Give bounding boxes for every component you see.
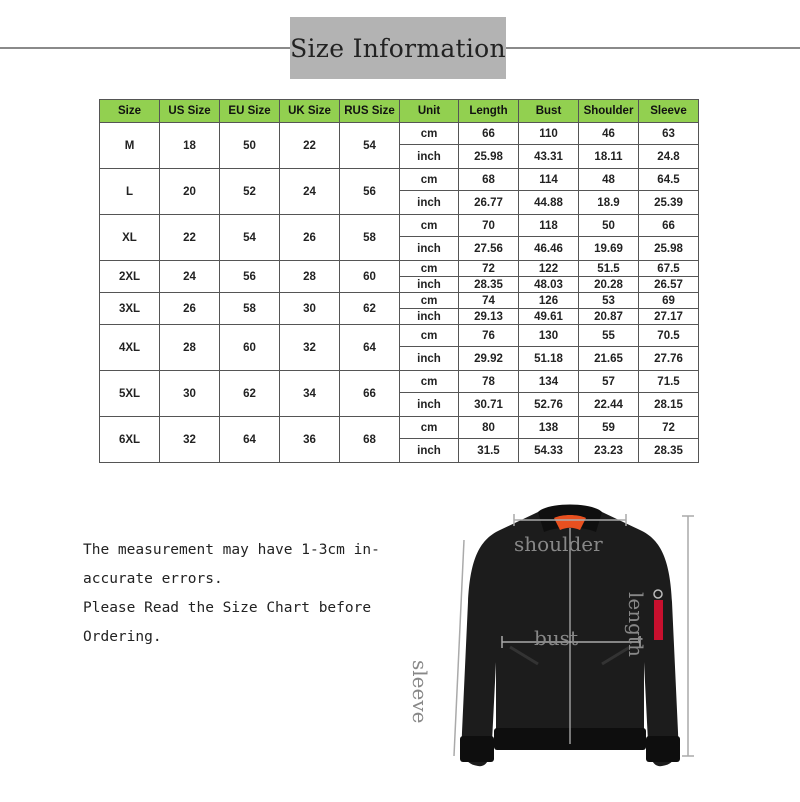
unit-cell: cm xyxy=(400,371,459,393)
eu-size-cell: 54 xyxy=(220,215,280,261)
unit-cell: inch xyxy=(400,237,459,261)
length-cell: 70 xyxy=(459,215,519,237)
sleeve-cell: 67.5 xyxy=(639,261,699,277)
eu-size-cell: 62 xyxy=(220,371,280,417)
shoulder-cell: 22.44 xyxy=(579,393,639,417)
title-rule-right xyxy=(506,47,800,49)
unit-cell: inch xyxy=(400,393,459,417)
title-rule-left xyxy=(0,47,290,49)
sleeve-label: sleeve xyxy=(408,660,432,724)
header-length: Length xyxy=(459,100,519,123)
sleeve-cell: 69 xyxy=(639,293,699,309)
bust-cell: 49.61 xyxy=(519,309,579,325)
unit-cell: inch xyxy=(400,439,459,463)
size-cell: L xyxy=(100,169,160,215)
shoulder-cell: 50 xyxy=(579,215,639,237)
us-size-cell: 26 xyxy=(160,293,220,325)
measurement-note xyxy=(83,536,413,652)
unit-cell: inch xyxy=(400,145,459,169)
shoulder-cell: 20.28 xyxy=(579,277,639,293)
uk-size-cell: 28 xyxy=(280,261,340,293)
bust-cell: 52.76 xyxy=(519,393,579,417)
unit-cell: cm xyxy=(400,215,459,237)
shoulder-cell: 18.9 xyxy=(579,191,639,215)
length-cell: 29.92 xyxy=(459,347,519,371)
header-unit: Unit xyxy=(400,100,459,123)
bust-cell: 118 xyxy=(519,215,579,237)
sleeve-cell: 70.5 xyxy=(639,325,699,347)
uk-size-cell: 26 xyxy=(280,215,340,261)
rus-size-cell: 60 xyxy=(340,261,400,293)
size-cell: XL xyxy=(100,215,160,261)
eu-size-cell: 50 xyxy=(220,123,280,169)
rus-size-cell: 68 xyxy=(340,417,400,463)
header-us-size: US Size xyxy=(160,100,220,123)
eu-size-cell: 52 xyxy=(220,169,280,215)
sleeve-cell: 25.98 xyxy=(639,237,699,261)
sleeve-cell: 28.35 xyxy=(639,439,699,463)
shoulder-cell: 23.23 xyxy=(579,439,639,463)
rus-size-cell: 56 xyxy=(340,169,400,215)
rus-size-cell: 54 xyxy=(340,123,400,169)
us-size-cell: 24 xyxy=(160,261,220,293)
table-row xyxy=(100,169,699,191)
length-cell: 31.5 xyxy=(459,439,519,463)
uk-size-cell: 34 xyxy=(280,371,340,417)
header-eu-size: EU Size xyxy=(220,100,280,123)
unit-cell: cm xyxy=(400,261,459,277)
length-cell: 28.35 xyxy=(459,277,519,293)
shoulder-cell: 48 xyxy=(579,169,639,191)
sleeve-cell: 24.8 xyxy=(639,145,699,169)
bust-cell: 122 xyxy=(519,261,579,277)
jacket-measurement-diagram xyxy=(408,492,710,797)
bust-cell: 134 xyxy=(519,371,579,393)
eu-size-cell: 58 xyxy=(220,293,280,325)
shoulder-cell: 57 xyxy=(579,371,639,393)
rus-size-cell: 66 xyxy=(340,371,400,417)
table-row xyxy=(100,293,699,309)
sleeve-cell: 63 xyxy=(639,123,699,145)
bust-cell: 46.46 xyxy=(519,237,579,261)
sleeve-cell: 71.5 xyxy=(639,371,699,393)
header-shoulder: Shoulder xyxy=(579,100,639,123)
unit-cell: cm xyxy=(400,293,459,309)
note-line: Please Read the Size Chart before xyxy=(83,600,372,616)
uk-size-cell: 32 xyxy=(280,325,340,371)
bust-cell: 54.33 xyxy=(519,439,579,463)
us-size-cell: 28 xyxy=(160,325,220,371)
unit-cell: inch xyxy=(400,277,459,293)
unit-cell: inch xyxy=(400,191,459,215)
sleeve-cell: 66 xyxy=(639,215,699,237)
bust-cell: 130 xyxy=(519,325,579,347)
length-cell: 78 xyxy=(459,371,519,393)
eu-size-cell: 56 xyxy=(220,261,280,293)
bust-cell: 51.18 xyxy=(519,347,579,371)
bust-cell: 126 xyxy=(519,293,579,309)
bust-cell: 48.03 xyxy=(519,277,579,293)
us-size-cell: 18 xyxy=(160,123,220,169)
sleeve-cell: 72 xyxy=(639,417,699,439)
shoulder-cell: 18.11 xyxy=(579,145,639,169)
bust-cell: 110 xyxy=(519,123,579,145)
unit-cell: cm xyxy=(400,169,459,191)
sleeve-cell: 25.39 xyxy=(639,191,699,215)
shoulder-cell: 51.5 xyxy=(579,261,639,277)
rus-size-cell: 64 xyxy=(340,325,400,371)
sleeve-cell: 28.15 xyxy=(639,393,699,417)
us-size-cell: 22 xyxy=(160,215,220,261)
uk-size-cell: 36 xyxy=(280,417,340,463)
shoulder-cell: 21.65 xyxy=(579,347,639,371)
sleeve-cell: 27.17 xyxy=(639,309,699,325)
size-cell: 2XL xyxy=(100,261,160,293)
table-row xyxy=(100,261,699,277)
length-cell: 66 xyxy=(459,123,519,145)
header-rus-size: RUS Size xyxy=(340,100,400,123)
table-row xyxy=(100,215,699,237)
us-size-cell: 30 xyxy=(160,371,220,417)
table-row xyxy=(100,123,699,145)
shoulder-cell: 55 xyxy=(579,325,639,347)
shoulder-cell: 59 xyxy=(579,417,639,439)
shoulder-label: shoulder xyxy=(514,532,603,556)
unit-cell: inch xyxy=(400,309,459,325)
table-row xyxy=(100,417,699,439)
shoulder-cell: 46 xyxy=(579,123,639,145)
length-cell: 27.56 xyxy=(459,237,519,261)
size-cell: 3XL xyxy=(100,293,160,325)
length-cell: 72 xyxy=(459,261,519,277)
size-cell: M xyxy=(100,123,160,169)
table-row xyxy=(100,371,699,393)
note-line: accurate errors. xyxy=(83,571,223,587)
note-line: The measurement may have 1-3cm in- xyxy=(83,542,380,558)
size-cell: 6XL xyxy=(100,417,160,463)
length-cell: 74 xyxy=(459,293,519,309)
header-bust: Bust xyxy=(519,100,579,123)
bust-label: bust xyxy=(534,626,578,650)
uk-size-cell: 22 xyxy=(280,123,340,169)
table-row xyxy=(100,325,699,347)
bust-cell: 44.88 xyxy=(519,191,579,215)
shoulder-cell: 19.69 xyxy=(579,237,639,261)
unit-cell: inch xyxy=(400,347,459,371)
size-cell: 4XL xyxy=(100,325,160,371)
bust-cell: 138 xyxy=(519,417,579,439)
size-chart-table xyxy=(99,99,699,463)
us-size-cell: 20 xyxy=(160,169,220,215)
eu-size-cell: 60 xyxy=(220,325,280,371)
sleeve-cell: 27.76 xyxy=(639,347,699,371)
length-cell: 26.77 xyxy=(459,191,519,215)
rus-size-cell: 58 xyxy=(340,215,400,261)
length-label: length xyxy=(624,592,648,657)
bust-cell: 43.31 xyxy=(519,145,579,169)
header-uk-size: UK Size xyxy=(280,100,340,123)
length-cell: 76 xyxy=(459,325,519,347)
shoulder-cell: 20.87 xyxy=(579,309,639,325)
sleeve-cell: 64.5 xyxy=(639,169,699,191)
length-cell: 25.98 xyxy=(459,145,519,169)
unit-cell: cm xyxy=(400,417,459,439)
rus-size-cell: 62 xyxy=(340,293,400,325)
unit-cell: cm xyxy=(400,123,459,145)
length-cell: 68 xyxy=(459,169,519,191)
header-sleeve: Sleeve xyxy=(639,100,699,123)
title-banner xyxy=(290,17,506,79)
us-size-cell: 32 xyxy=(160,417,220,463)
size-cell: 5XL xyxy=(100,371,160,417)
unit-cell: cm xyxy=(400,325,459,347)
sleeve-cell: 26.57 xyxy=(639,277,699,293)
uk-size-cell: 30 xyxy=(280,293,340,325)
shoulder-cell: 53 xyxy=(579,293,639,309)
length-cell: 29.13 xyxy=(459,309,519,325)
eu-size-cell: 64 xyxy=(220,417,280,463)
length-cell: 80 xyxy=(459,417,519,439)
table-header-row xyxy=(100,100,699,123)
length-cell: 30.71 xyxy=(459,393,519,417)
bust-cell: 114 xyxy=(519,169,579,191)
page-title: Size Information xyxy=(290,33,506,63)
note-line: Ordering. xyxy=(83,629,162,645)
header-size: Size xyxy=(100,100,160,123)
uk-size-cell: 24 xyxy=(280,169,340,215)
